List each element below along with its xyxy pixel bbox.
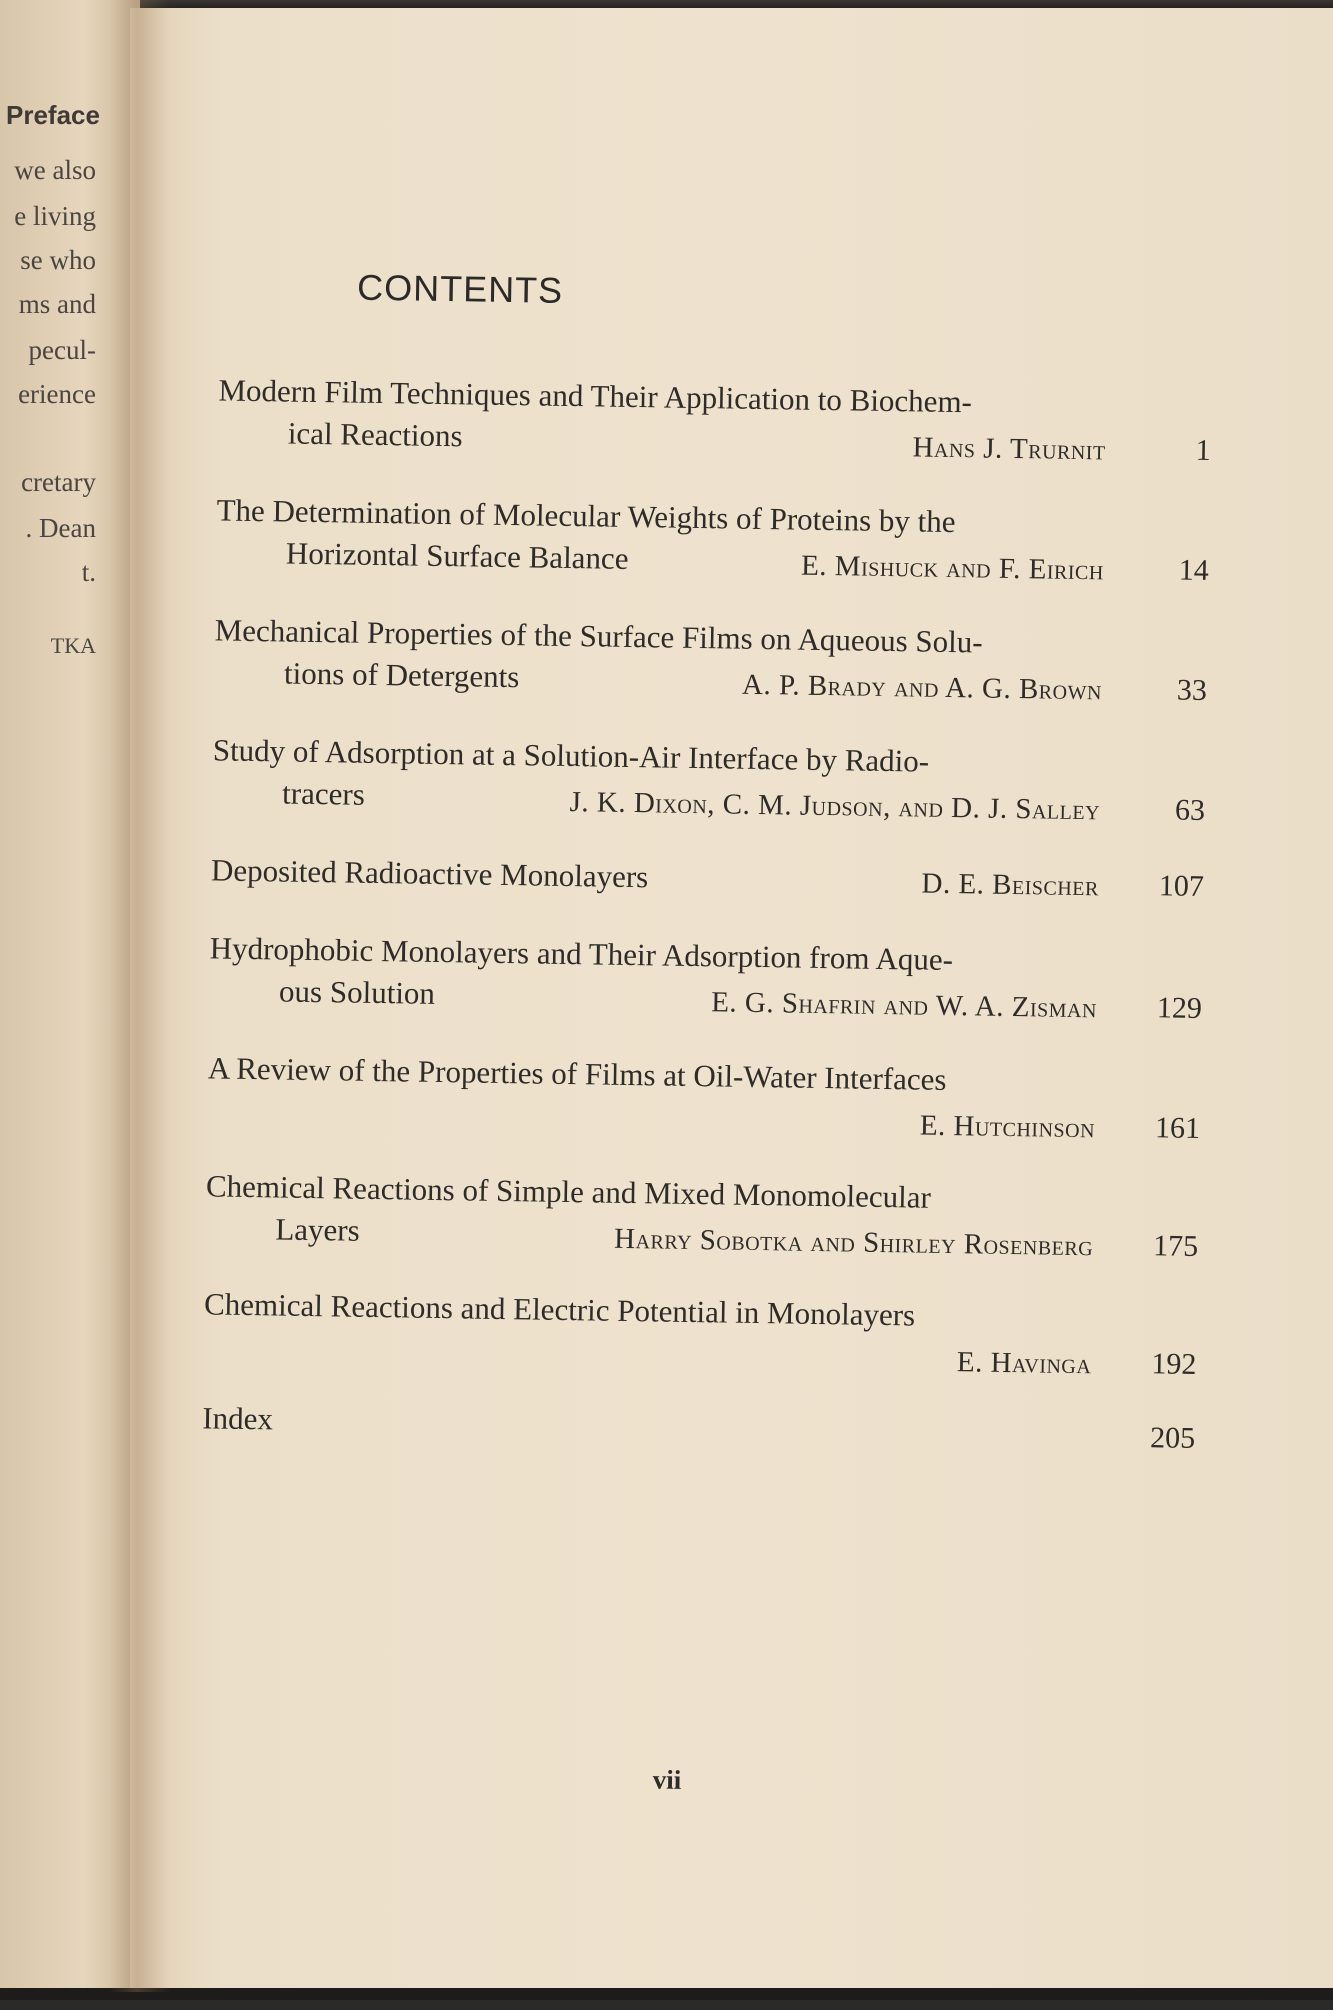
toc-entry [0, 849, 1324, 903]
entry-page-number: 107 [1158, 869, 1205, 903]
left-line: we also [14, 155, 96, 185]
entry-author: Harry Sobotka and Shirley Rosenberg [613, 1222, 1094, 1263]
entry-title-line2: Horizontal Surface Balance [285, 535, 629, 576]
entry-title-line1: Hydrophobic Monolayers and Their Adsorption from Aque- [209, 930, 954, 978]
entry-page-number: 14 [1178, 553, 1210, 588]
toc-entry [0, 1397, 1316, 1455]
left-line: t. [81, 557, 96, 587]
entry-author: Hans J. Trurnit [912, 431, 1106, 467]
entry-page-number: 205 [1149, 1421, 1196, 1455]
entry-title-line1: The Determination of Molecular Weights of Proteins by the [216, 492, 956, 540]
left-line: ms and [18, 289, 96, 319]
entry-author: D. E. Beischer [921, 867, 1100, 903]
entry-page-number: 129 [1156, 991, 1203, 1025]
left-line: e living [14, 201, 96, 231]
toc-entry [0, 1283, 1317, 1381]
entry-title-line2: tions of Detergents [283, 655, 520, 695]
entry-title-line2: ous Solution [278, 973, 436, 1011]
entry-author: A. P. Brady and A. G. Brown [741, 668, 1103, 707]
entry-page-number: 63 [1174, 793, 1206, 827]
entry-page-number: 33 [1176, 673, 1208, 708]
page-gutter-shadow [110, 0, 170, 1992]
toc-entry [0, 1047, 1321, 1145]
entry-title-line2: Layers [275, 1211, 360, 1248]
toc-entry [0, 927, 1323, 1025]
entry-title-line2: ical Reactions [287, 415, 463, 454]
entry-title-line1: Modern Film Techniques and Their Application to Biochem- [218, 372, 973, 420]
left-line: se who [20, 245, 96, 275]
entry-author: J. K. Dixon, C. M. Judson, and D. J. Salley [569, 786, 1101, 827]
left-page-heading: Preface [6, 100, 100, 130]
entry-title-line1: Study of Adsorption at a Solution-Air Interface by Radio- [212, 732, 930, 779]
entry-page-number: 1 [1195, 433, 1211, 468]
toc-entry [0, 1165, 1319, 1263]
entry-page-number: 175 [1152, 1229, 1199, 1263]
left-line: pecul- [28, 335, 96, 365]
entry-title-line1: Chemical Reactions of Simple and Mixed Monomolecular [205, 1168, 932, 1215]
entry-author: E. Havinga [956, 1346, 1092, 1381]
entry-title-line1: Mechanical Properties of the Surface Films on Aqueous Solu- [214, 612, 983, 660]
left-line: TKA [50, 633, 96, 658]
entry-title-line1: Index [202, 1400, 274, 1437]
entry-author: E. Hutchinson [919, 1109, 1096, 1145]
toc-entry [0, 729, 1326, 827]
entry-title-line1: A Review of the Properties of Films at Oil-Water Interfaces [207, 1050, 947, 1097]
entry-page-number: 192 [1151, 1347, 1197, 1381]
left-line: cretary [21, 467, 96, 497]
left-line: erience [18, 379, 96, 409]
entry-title-line2: tracers [281, 775, 366, 812]
book-cover-bottom-edge [0, 1988, 1333, 2000]
entry-page-number: 161 [1154, 1111, 1201, 1145]
entry-title-line1: Deposited Radioactive Monolayers [210, 852, 649, 895]
left-line: . Dean [25, 513, 96, 543]
entry-title-line1: Chemical Reactions and Electric Potential in Monolayers [203, 1286, 916, 1333]
entry-author: E. G. Shafrin and W. A. Zisman [710, 986, 1098, 1025]
page-number-footer: vii [652, 1764, 682, 1795]
entry-author: E. Mishuck and F. Eirich [800, 549, 1105, 587]
page-title: CONTENTS [356, 266, 564, 311]
